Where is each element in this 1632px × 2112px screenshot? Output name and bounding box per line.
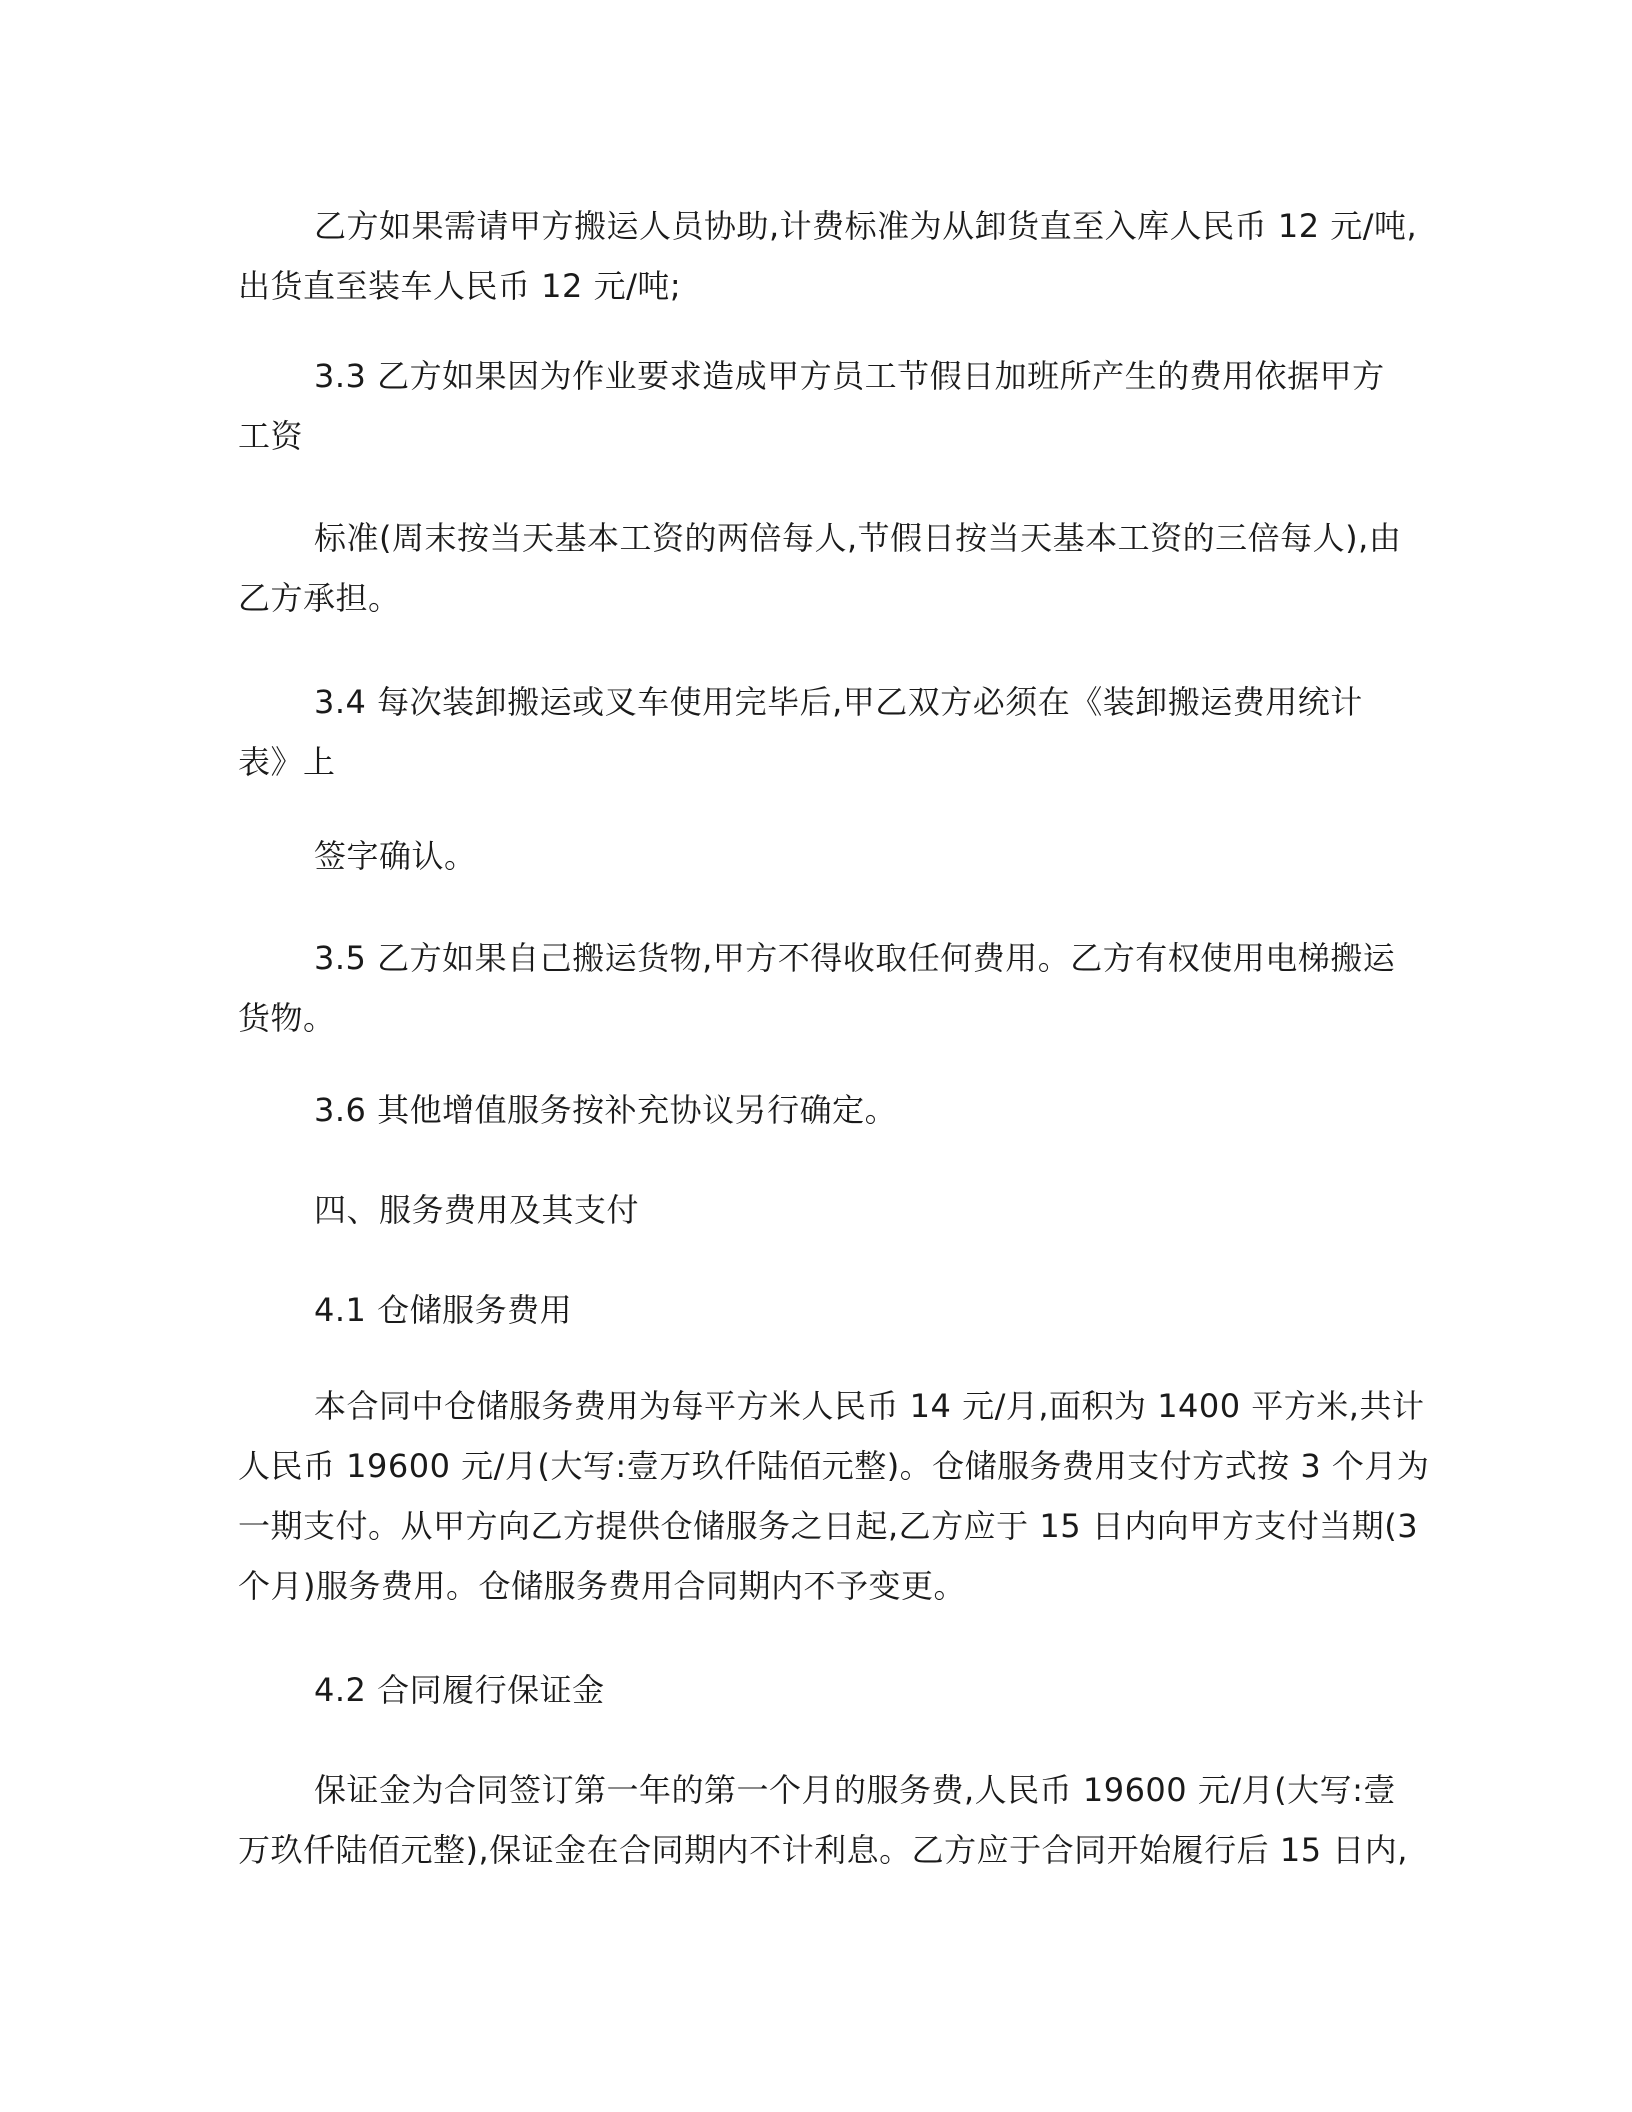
text-line: 人民币 19600 元/月(大写:壹万玖仟陆佰元整)。仓储服务费用支付方式按 3 个月为 xyxy=(238,1447,1430,1485)
subheading-4-2 xyxy=(238,1660,1386,1720)
text-line: 乙方如果需请甲方搬运人员协助,计费标准为从卸货直至入库人民币 12 元/吨, xyxy=(314,207,1418,245)
paragraph-handling-fee xyxy=(238,196,1418,316)
paragraph-signature-confirm xyxy=(238,826,1386,886)
paragraph-clause-3-4 xyxy=(238,672,1386,792)
paragraph-deposit xyxy=(238,1760,1408,1880)
text-line: 货物。 xyxy=(238,999,336,1037)
text-line: 4.1 仓储服务费用 xyxy=(314,1291,573,1329)
text-line: 工资 xyxy=(238,417,304,455)
subheading-4-1 xyxy=(238,1280,1386,1340)
section-heading-4 xyxy=(238,1180,1386,1240)
text-line: 本合同中仓储服务费用为每平方米人民币 14 元/月,面积为 1400 平方米,共计 xyxy=(314,1387,1425,1425)
text-line: 乙方承担。 xyxy=(238,579,401,617)
text-line: 签字确认。 xyxy=(314,837,477,875)
paragraph-clause-3-3 xyxy=(238,346,1386,466)
text-line: 四、服务费用及其支付 xyxy=(314,1191,640,1229)
text-line: 3.6 其他增值服务按补充协议另行确定。 xyxy=(314,1091,898,1129)
paragraph-clause-3-6 xyxy=(238,1080,1386,1140)
paragraph-wage-standard xyxy=(238,508,1402,628)
paragraph-storage-fee xyxy=(238,1376,1430,1616)
paragraph-clause-3-5 xyxy=(238,928,1396,1048)
text-line: 万玖仟陆佰元整),保证金在合同期内不计利息。乙方应于合同开始履行后 15 日内, xyxy=(238,1831,1408,1869)
text-line: 3.4 每次装卸搬运或叉车使用完毕后,甲乙双方必须在《装卸搬运费用统计 xyxy=(314,683,1363,721)
text-line: 保证金为合同签订第一年的第一个月的服务费,人民币 19600 元/月(大写:壹 xyxy=(314,1771,1396,1809)
text-line: 表》上 xyxy=(238,743,336,781)
text-line: 出货直至装车人民币 12 元/吨; xyxy=(238,267,682,305)
text-line: 标准(周末按当天基本工资的两倍每人,节假日按当天基本工资的三倍每人),由 xyxy=(314,519,1402,557)
text-line: 3.3 乙方如果因为作业要求造成甲方员工节假日加班所产生的费用依据甲方 xyxy=(314,357,1385,395)
text-line: 3.5 乙方如果自己搬运货物,甲方不得收取任何费用。乙方有权使用电梯搬运 xyxy=(314,939,1396,977)
text-line: 个月)服务费用。仓储服务费用合同期内不予变更。 xyxy=(238,1567,966,1605)
text-line: 一期支付。从甲方向乙方提供仓储服务之日起,乙方应于 15 日内向甲方支付当期(3 xyxy=(238,1507,1419,1545)
text-line: 4.2 合同履行保证金 xyxy=(314,1671,605,1709)
